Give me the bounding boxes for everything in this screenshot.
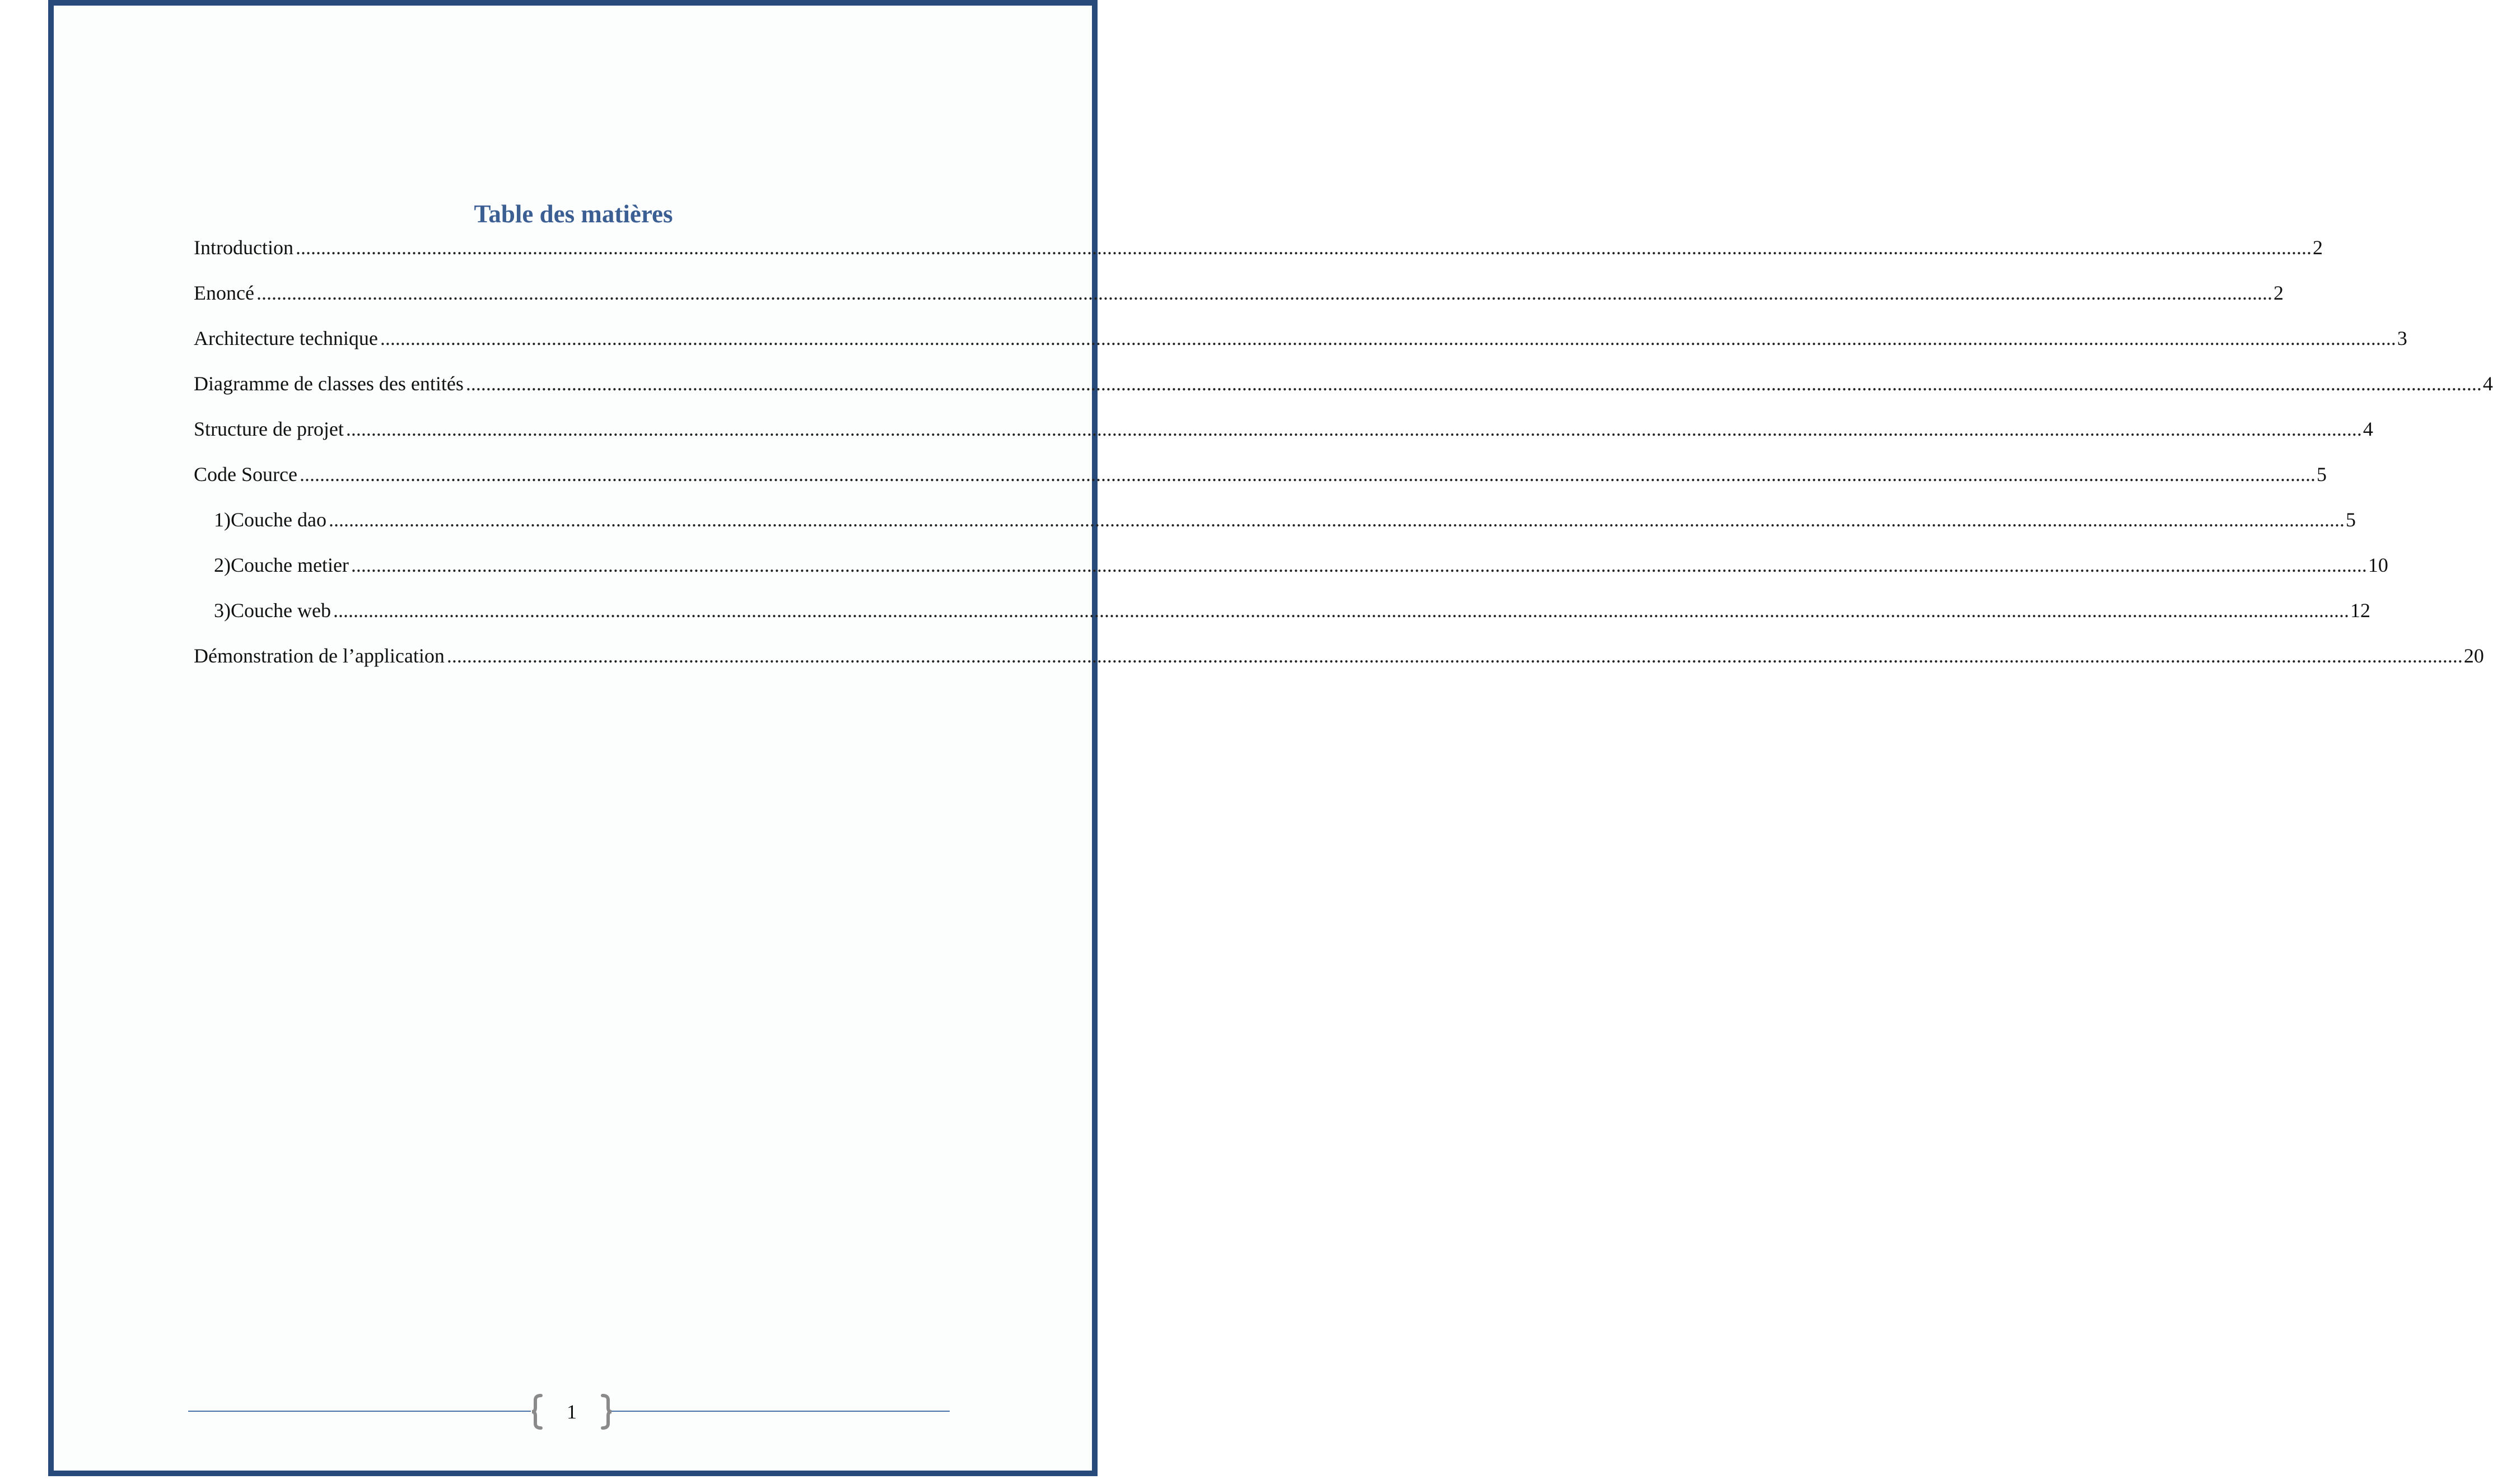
dot-leader: ................................................................................................................................................................................................................................................................................................................................................................................................................ bbox=[465, 372, 2482, 395]
toc-entry-diagramme-de-classes[interactable] bbox=[194, 365, 2493, 410]
toc-entry-label: Code Source bbox=[194, 463, 297, 486]
dot-leader: ................................................................................................................................................................................................................................................................................................................................................................................................................ bbox=[446, 645, 2463, 667]
toc-entry-couche-metier[interactable] bbox=[194, 546, 2388, 591]
dot-leader: ................................................................................................................................................................................................................................................................................................................................................................................................................ bbox=[346, 418, 2362, 440]
toc-entry-page: 5 bbox=[2316, 463, 2327, 486]
toc-entry-page: 20 bbox=[2463, 645, 2484, 667]
dot-leader: ................................................................................................................................................................................................................................................................................................................................................................................................................ bbox=[295, 236, 2312, 259]
toc-entry-page: 2 bbox=[2312, 236, 2323, 259]
footer-rule-right bbox=[609, 1411, 950, 1412]
dot-leader: ................................................................................................................................................................................................................................................................................................................................................................................................................ bbox=[328, 508, 2345, 531]
toc-entry-code-source[interactable] bbox=[194, 455, 2327, 501]
toc-entry-label: Couche web bbox=[231, 599, 331, 622]
left-bracket-icon bbox=[529, 1393, 545, 1430]
footer-rule-left bbox=[188, 1411, 531, 1412]
toc-entry-enonce[interactable] bbox=[194, 274, 2284, 319]
toc-entry-label: Structure de projet bbox=[194, 418, 344, 440]
dot-leader: ................................................................................................................................................................................................................................................................................................................................................................................................................ bbox=[333, 599, 2349, 622]
dot-leader: ................................................................................................................................................................................................................................................................................................................................................................................................................ bbox=[351, 554, 2367, 576]
toc-entry-number: 2) bbox=[214, 554, 231, 576]
toc-entry-label: Couche metier bbox=[231, 554, 349, 576]
toc-entry-page: 5 bbox=[2345, 508, 2356, 531]
toc-entry-number: 1) bbox=[214, 508, 231, 531]
toc-entry-structure-de-projet[interactable] bbox=[194, 410, 2373, 455]
toc-entry-label: Démonstration de l’application bbox=[194, 645, 445, 667]
toc-entry-page: 10 bbox=[2368, 554, 2388, 576]
toc-entry-demonstration[interactable] bbox=[194, 637, 2484, 682]
toc-entry-introduction[interactable] bbox=[194, 228, 2323, 274]
dot-leader: ................................................................................................................................................................................................................................................................................................................................................................................................................ bbox=[380, 327, 2396, 349]
toc-entry-page: 2 bbox=[2273, 282, 2284, 304]
toc-entry-page: 12 bbox=[2350, 599, 2370, 622]
toc-entry-label: Introduction bbox=[194, 236, 293, 259]
toc-title: Table des matières bbox=[474, 200, 673, 228]
toc-entry-page: 3 bbox=[2397, 327, 2407, 349]
right-bracket-icon bbox=[598, 1393, 615, 1430]
toc-entry-page: 4 bbox=[2363, 418, 2373, 440]
toc-entry-label: Architecture technique bbox=[194, 327, 378, 349]
table-of-contents bbox=[194, 228, 2493, 682]
toc-entry-label: Diagramme de classes des entités bbox=[194, 372, 464, 395]
page-number: 1 bbox=[567, 1401, 577, 1423]
toc-entry-couche-web[interactable] bbox=[194, 591, 2370, 637]
dot-leader: ................................................................................................................................................................................................................................................................................................................................................................................................................ bbox=[299, 463, 2315, 486]
dot-leader: ................................................................................................................................................................................................................................................................................................................................................................................................................ bbox=[256, 282, 2272, 304]
toc-entry-number: 3) bbox=[214, 599, 231, 622]
toc-entry-label: Couche dao bbox=[231, 508, 326, 531]
toc-entry-page: 4 bbox=[2482, 372, 2493, 395]
toc-entry-architecture-technique[interactable] bbox=[194, 319, 2407, 365]
toc-entry-label: Enoncé bbox=[194, 282, 254, 304]
toc-entry-couche-dao[interactable] bbox=[194, 501, 2356, 546]
